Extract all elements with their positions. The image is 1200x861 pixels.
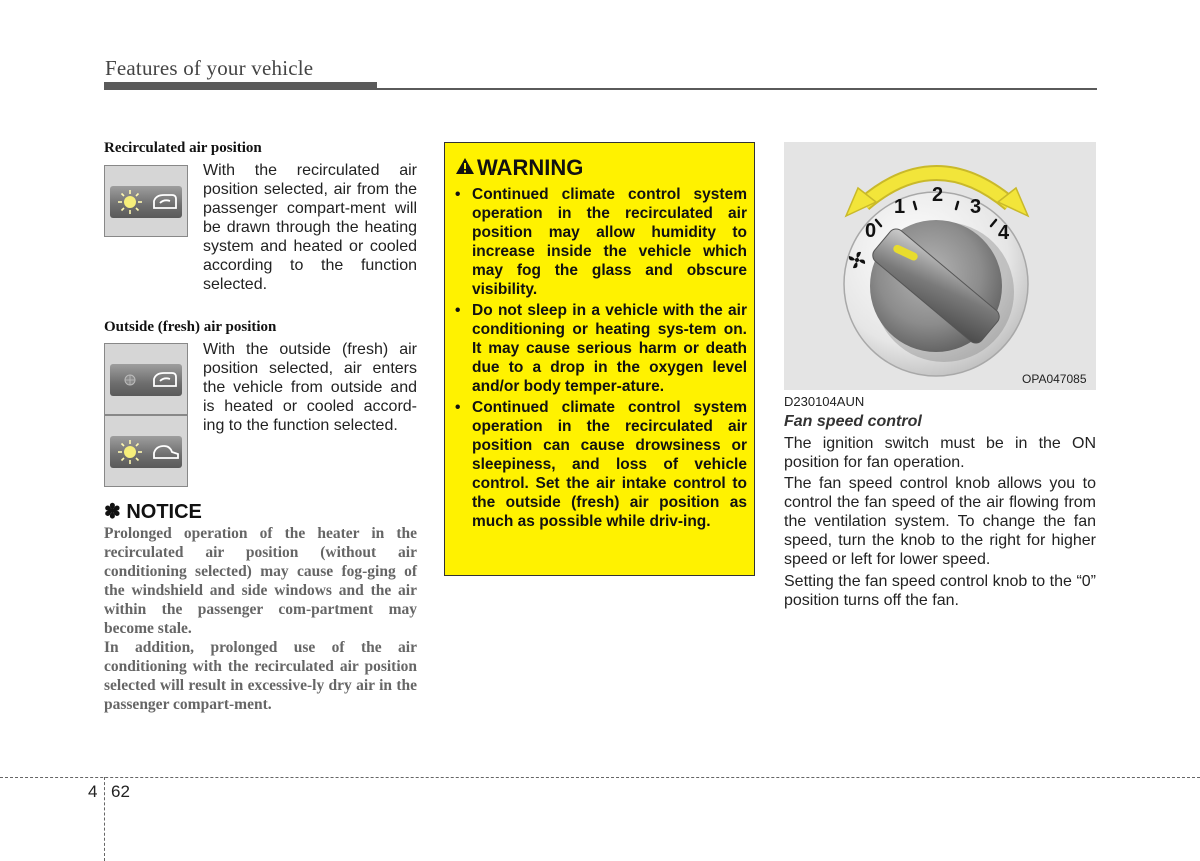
recirc-heading: Recirculated air position [104, 140, 262, 156]
car-outside-icon [154, 446, 178, 458]
header-rule-thick [104, 82, 377, 90]
outside-heading: Outside (fresh) air position [104, 319, 277, 335]
image-code: OPA047085 [1022, 372, 1087, 386]
page-number: 62 [111, 782, 130, 801]
knob-label-4: 4 [998, 222, 1010, 244]
warning-triangle-icon [455, 157, 475, 175]
fan-paragraph-2: The fan speed control knob allows you to control the fan speed of the air flowing from the ventilation system. To change the fan speed, turn the knob to the right for higher speed or left for lower speed. [784, 475, 1096, 568]
knob-label-1: 1 [894, 196, 906, 218]
warning-box [444, 142, 755, 576]
warning-item: • Continued climate control system operation in the recirculated air position may allow humidity to increase inside the vehicle which may fog the glass and obscure visibility. [455, 185, 747, 299]
warning-item: • Do not sleep in a vehicle with the air conditioning or heating sys-tem on. It may cause serious harm or death due to a drop in the oxygen level and/or body temper-ature. [455, 301, 747, 396]
fan-speed-heading: Fan speed control [784, 413, 922, 430]
page-header-title: Features of your vehicle [105, 56, 314, 80]
recirc-text: With the recirculated air position selected, air from the passenger compart-ment will be drawn through the heating system and heated or cooled according to the function selected. [203, 162, 417, 293]
knob-label-2: 2 [932, 184, 944, 206]
sun-icon [118, 190, 142, 214]
outside-sun-button-image [104, 415, 188, 487]
outside-text: With the outside (fresh) air position selected, air enters the vehicle from outside and is heated or cooled accord-ing to the function selected. [203, 341, 417, 434]
fan-knob-illustration [784, 142, 1096, 390]
reference-code: D230104AUN [784, 394, 865, 409]
car-recirc-icon [154, 373, 176, 386]
outside-button-image [104, 343, 188, 415]
car-recirc-icon [154, 195, 176, 208]
warning-title: WARNING [477, 155, 584, 180]
globe-icon [125, 375, 135, 385]
section-number: 4 [88, 782, 98, 801]
knob-label-3: 3 [970, 196, 982, 218]
recirc-button-image [104, 165, 188, 237]
fan-paragraph-3: Setting the fan speed control knob to the “0” position turns off the fan. [784, 573, 1096, 609]
knob-label-0: 0 [865, 220, 877, 242]
warning-list [455, 185, 747, 533]
notice-title: ✽ NOTICE [104, 501, 202, 523]
footer-rule [0, 777, 1200, 778]
warning-item: • Continued climate control system operation in the recirculated air position can cause drowsiness or sleepiness, and loss of vehicle control. Set the air intake control to the outside (fresh) air position as much as possible while driv-ing. [455, 398, 747, 531]
fan-paragraph-1: The ignition switch must be in the ON position for fan operation. [784, 435, 1096, 471]
sun-icon [118, 440, 142, 464]
notice-paragraph-2: In addition, prolonged use of the air conditioning with the recirculated air position selected will result in excessive-ly dry air in the passenger compart-ment. [104, 639, 417, 713]
header-rule-thin [377, 88, 1097, 90]
footer-divider [104, 777, 105, 861]
notice-paragraph-1: Prolonged operation of the heater in the recirculated air position (without air conditioning selected) may cause fog-ging of the windshield and side windows and the air within the passenger com-partment may become stale. [104, 525, 417, 637]
